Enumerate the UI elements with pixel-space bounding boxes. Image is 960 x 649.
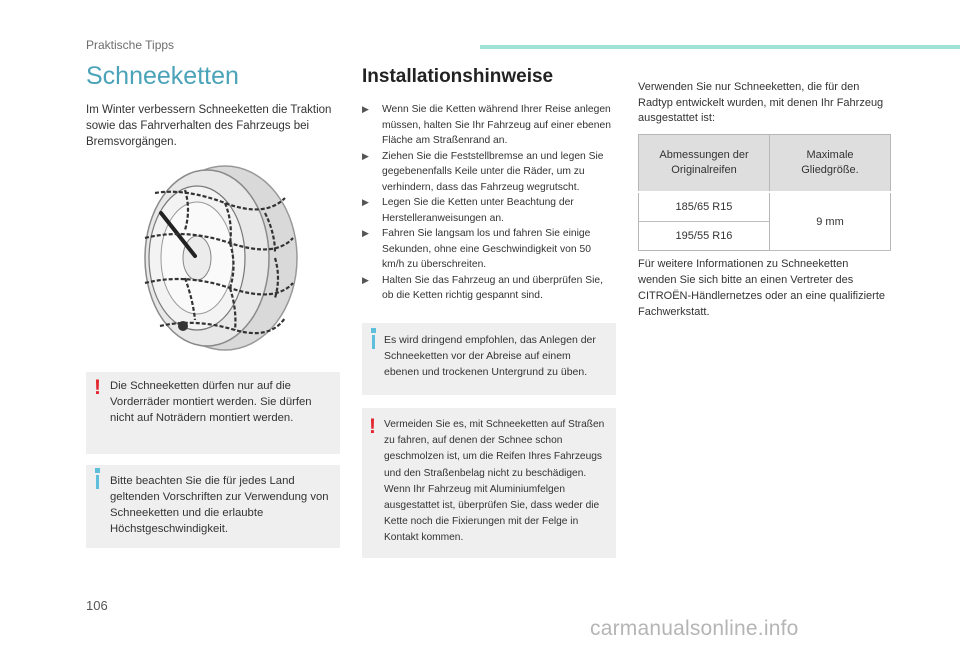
watermark: carmanualsonline.info	[590, 617, 799, 640]
chevron-right-icon: ▶	[362, 274, 369, 285]
table-header-tire-size: Abmessungen der Originalreifen	[639, 135, 770, 193]
exclamation-icon: !	[94, 376, 101, 399]
further-info-text: Für weitere Informationen zu Schneeketten wenden Sie sich bitte an einen Vertreter des CITROËN-Händlernetzes oder an eine qualifizierte Fachwerkstatt.	[638, 258, 886, 318]
page-title: Schneeketten	[86, 62, 239, 90]
exclamation-icon: !	[369, 415, 376, 438]
info-i-dot	[95, 468, 100, 473]
info-text: Es wird dringend empfohlen, das Anlegen der Schneeketten vor der Abreise auf einem ebenen und trockenen Untergrund zu üben.	[384, 334, 596, 378]
table-cell-size: 195/55 R16	[639, 222, 770, 251]
chevron-right-icon: ▶	[362, 150, 369, 161]
page-number: 106	[86, 598, 108, 613]
chain-usage-text: Verwenden Sie nur Schneeketten, die für den Radtyp entwickelt wurden, mit denen Ihr Fahrzeug ausgestattet ist:	[638, 81, 884, 124]
warning-box-front-wheels	[86, 372, 340, 454]
installation-steps-list	[362, 102, 614, 304]
info-i-icon	[372, 335, 375, 349]
list-item: ▶ Halten Sie das Fahrzeug an und überprüfen Sie, ob die Ketten richtig gespannt sind.	[362, 274, 603, 301]
section-accent-bar	[480, 45, 960, 49]
chevron-right-icon: ▶	[362, 228, 369, 238]
tire-snow-chain-illustration	[125, 158, 305, 358]
chevron-right-icon: ▶	[362, 197, 369, 207]
list-item: ▶ Fahren Sie langsam los und fahren Sie einige Sekunden, ohne eine Geschwindigkeit von 50 km/h zu überschreiten.	[362, 228, 591, 270]
warning-text: Die Schneeketten dürfen nur auf die Vorderräder montiert werden. Sie dürfen nicht auf Noträdern montiert werden.	[110, 380, 312, 424]
warning-box-melted-snow	[362, 408, 616, 558]
table-cell-max-link: 9 mm	[770, 192, 891, 251]
list-item: ▶ Wenn Sie die Ketten während Ihrer Reise anlegen müssen, halten Sie Ihr Fahrzeug auf einer ebenen Fläche am Straßenrand an.	[362, 104, 611, 146]
info-box-practice	[362, 323, 616, 395]
section-label: Praktische Tipps	[86, 38, 175, 52]
list-item: ▶ Legen Sie die Ketten unter Beachtung der Herstelleranweisungen an.	[362, 197, 574, 224]
info-box-regulations	[86, 465, 340, 548]
table-header-max-link: Maximale Gliedgröße.	[770, 135, 891, 193]
intro-text: Im Winter verbessern Schneeketten die Traktion sowie das Fahrverhalten des Fahrzeugs bei Bremsvorgängen.	[86, 104, 332, 148]
info-i-dot	[371, 328, 376, 333]
installation-heading: Installationshinweise	[362, 66, 554, 87]
chevron-right-icon: ▶	[362, 104, 369, 114]
warning-text: Vermeiden Sie es, mit Schneeketten auf Straßen zu fahren, auf denen der Schnee schon geschmolzen ist, um die Reifen Ihres Fahrzeugs und den Straßenbelag nicht zu beschädigen. Wenn Ihr Fahrzeug mit Aluminiumfelgen ausgestattet ist, überprüfen Sie, dass weder die Kette noch die Fixierungen mit der Felge in Kontakt kommen.	[384, 419, 605, 544]
chain-size-table	[638, 134, 891, 251]
table-cell-size: 185/65 R15	[639, 192, 770, 222]
list-item: ▶ Ziehen Sie die Feststellbremse an und legen Sie gegebenenfalls Keile unter die Räder, um zu verhindern, dass das Fahrzeug wegrutscht.	[362, 150, 604, 193]
info-i-icon	[96, 475, 99, 489]
info-text: Bitte beachten Sie die für jedes Land geltenden Vorschriften zur Verwendung von Schneeketten und die erlaubte Höchstgeschwindigkeit.	[110, 475, 329, 535]
